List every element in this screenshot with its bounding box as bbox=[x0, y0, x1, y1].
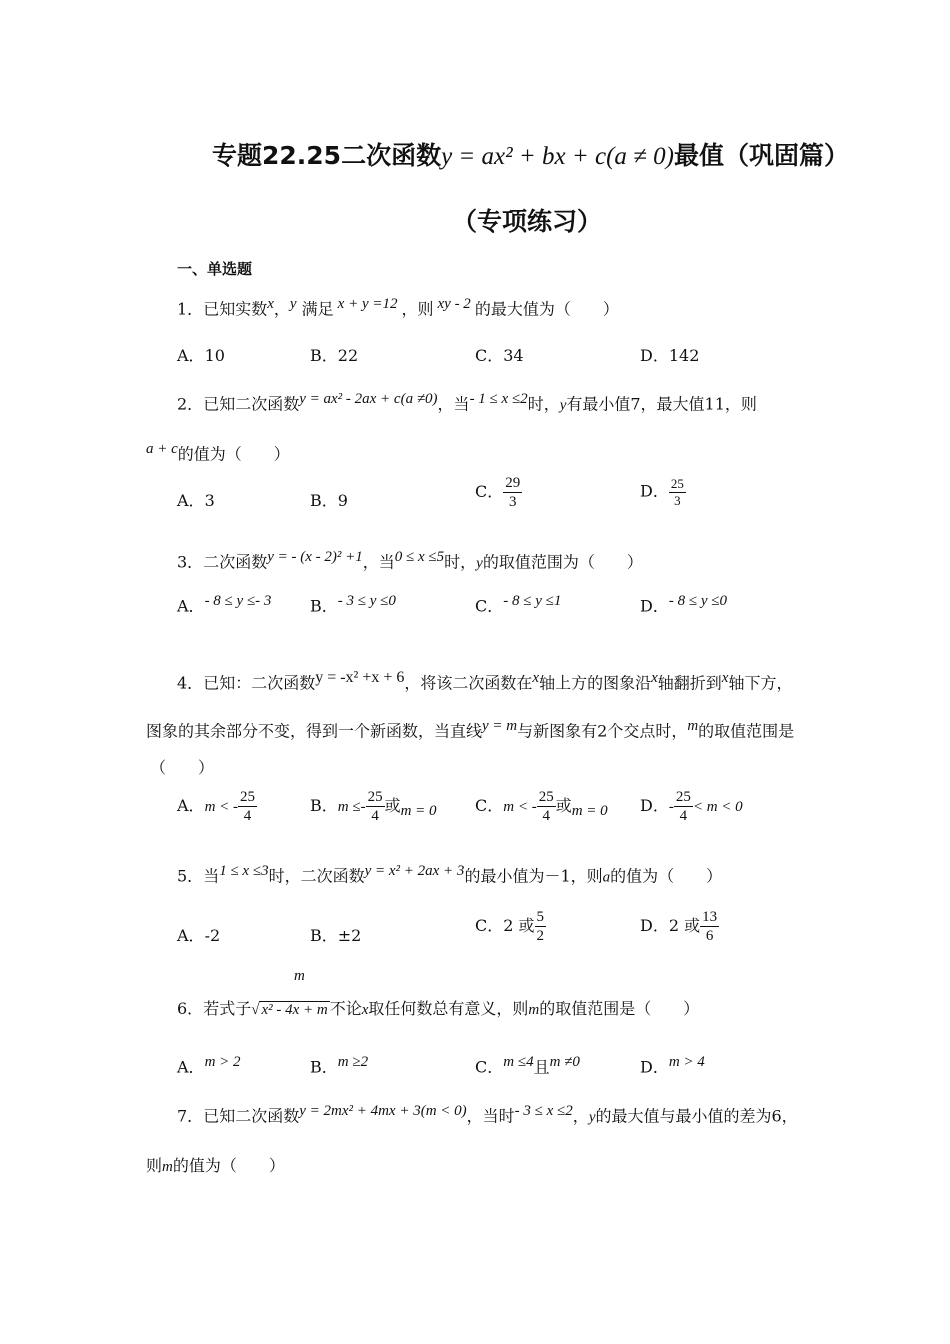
question-3: 3．二次函数$^{y = - (x - 2)^2 +1}$，当$^{0 \le x \le 5}$时，y的取值范围为（ ） bbox=[177, 549, 643, 572]
question-4-line-3: （ ） bbox=[150, 758, 215, 777]
question-7: 7．已知二次函数$^{y = 2mx^2 + 4mx + 3(m < 0)}$，当时$^{- 3 \le x \le 2}$，y的最大值与最小值的差为6， bbox=[177, 1103, 798, 1126]
question-7-line-2: 则m的值为（ ） bbox=[146, 1156, 285, 1175]
q3-option-a[interactable]: A．$^{- 8 \le y \le- 3}$ bbox=[177, 593, 272, 616]
q2-option-a[interactable]: A．3 bbox=[177, 491, 215, 510]
q4-option-c[interactable]: C．m < - $\frac{25}{4}$ 或$_{m = 0}$ bbox=[475, 789, 608, 824]
q4-option-d[interactable]: D．- $\frac{25}{4}$ < m < 0 bbox=[640, 789, 743, 824]
title-suffix: 最值（巩固篇） bbox=[673, 141, 849, 170]
title-formula: y = ax² + bx + c(a ≠ 0) bbox=[441, 143, 674, 170]
q2-option-d[interactable]: D． $\frac{25}{3}$ bbox=[640, 476, 684, 508]
title-prefix: 专题22.25二次函数 bbox=[212, 141, 442, 170]
q2-option-c[interactable]: C． $\frac{29}{3}$ bbox=[475, 475, 521, 510]
q1-option-d[interactable]: D．142 bbox=[640, 346, 700, 365]
q6-option-d[interactable]: D．$^{m > 4}$ bbox=[640, 1054, 705, 1077]
q6-option-c[interactable]: C．$^{m \le 4}$且$^{m \ne 0}$ bbox=[475, 1054, 580, 1077]
question-5: 5．当$^{1 \le x \le 3}$时，二次函数$^{y = x^2 + 2ax + 3}$的最小值为－1，则a的值为（ ） bbox=[177, 863, 723, 886]
q3-option-b[interactable]: B．$^{- 3 \le y \le 0}$ bbox=[310, 593, 396, 616]
q5-option-c[interactable]: C．2 或 $\frac{5}{2}$ bbox=[475, 909, 545, 944]
q2-option-b[interactable]: B．9 bbox=[310, 491, 348, 510]
q5-option-b[interactable]: B．±2 bbox=[310, 926, 362, 945]
q4-option-a[interactable]: A．m < - $\frac{25}{4}$ bbox=[177, 789, 256, 824]
question-4: 4．已知：二次函数$^{y = -x^2 +x + 6}$，将该二次函数在$^x$轴上方的图象沿$^x$轴翻折到$^x$轴下方， bbox=[177, 669, 793, 693]
q4-option-b[interactable]: B．m ≤- $\frac{25}{4}$ 或$_{m = 0}$ bbox=[310, 789, 437, 824]
q6-option-a[interactable]: A．$^{m > 2}$ bbox=[177, 1054, 241, 1077]
page-title bbox=[212, 136, 849, 172]
page-subtitle: （专项练习） bbox=[452, 207, 603, 236]
q1-option-a[interactable]: A．10 bbox=[177, 346, 225, 365]
q3-option-c[interactable]: C．$^{- 8 \le y \le 1}$ bbox=[475, 593, 562, 616]
q1-option-b[interactable]: B．22 bbox=[310, 346, 359, 365]
q1-option-c[interactable]: C．34 bbox=[475, 346, 524, 365]
q6-fraction-numerator: m bbox=[294, 968, 305, 984]
q6-option-b[interactable]: B．$^{m \ge 2}$ bbox=[310, 1054, 369, 1077]
question-1: 1．已知实数$^x$，$^y$ 满足 $^{x + y =12}$ ，则 $^{xy - 2}$ 的最大值为（ ） bbox=[177, 296, 619, 319]
q5-option-a[interactable]: A．-2 bbox=[177, 926, 221, 945]
question-2: 2．已知二次函数$^{y = ax^2 - 2ax + c(a \ne 0)}$，当$^{- 1 \le x \le 2}$时，y有最小值7，最大值11，则 bbox=[177, 391, 757, 414]
section-heading: 一、单选题 bbox=[177, 260, 253, 278]
question-6: 6．若式子√ x² - 4x + m 不论x取任何数总有意义，则m的取值范围是（ ） bbox=[177, 999, 700, 1018]
q5-option-d[interactable]: D．2 或 $\frac{13}{6}$ bbox=[640, 909, 718, 944]
question-4-line-2: 图象的其余部分不变，得到一个新函数，当直线$^{y = m}$与新图象有2个交点时，$^m$的取值范围是 bbox=[146, 718, 795, 741]
q3-option-d[interactable]: D．$^{- 8 \le y \le 0}$ bbox=[640, 593, 727, 616]
question-2-line-2: $^{a + c}$的值为（ ） bbox=[146, 441, 290, 464]
